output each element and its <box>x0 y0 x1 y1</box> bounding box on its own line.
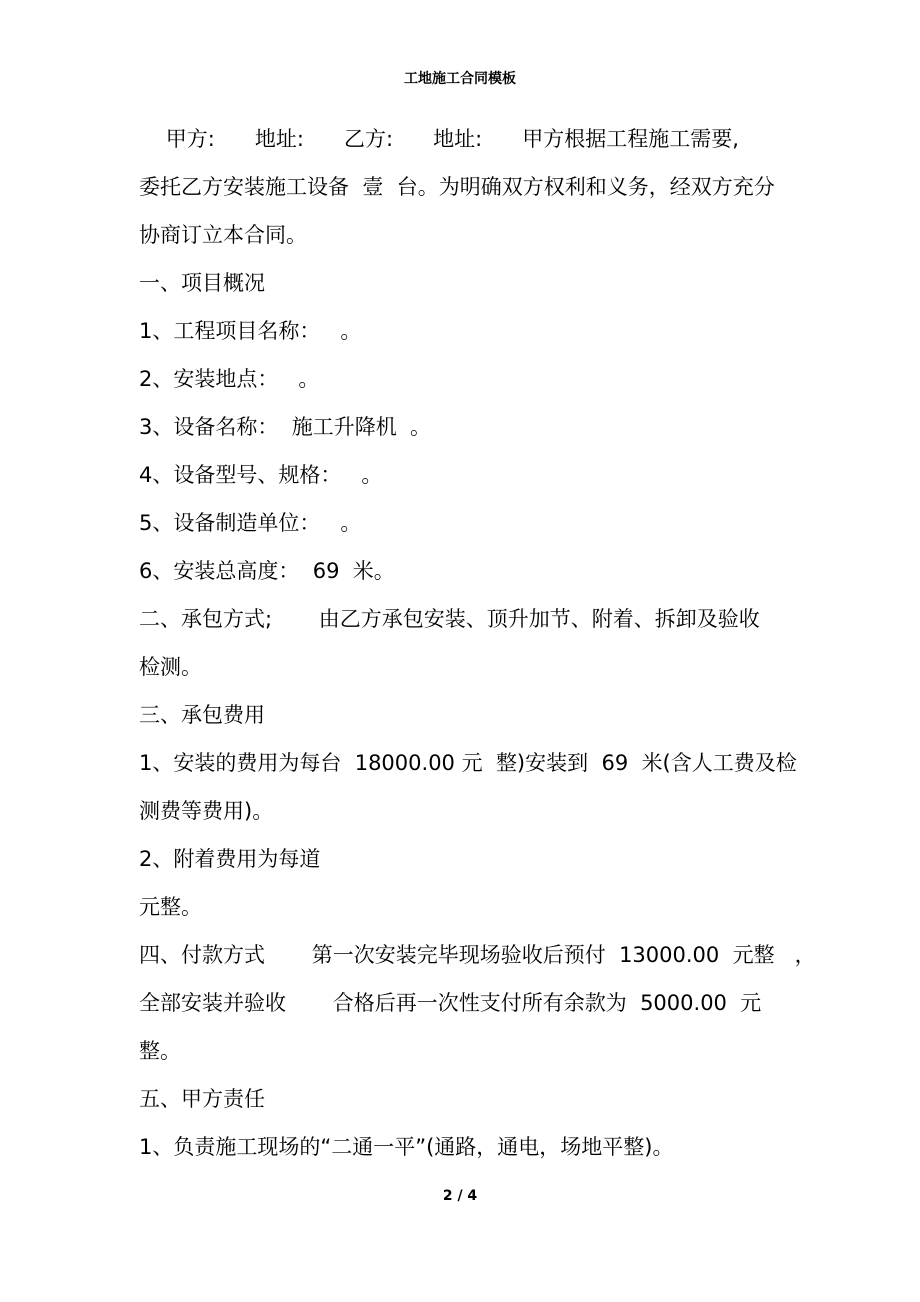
section-heading: 四、付款方式 第一次安装完毕现场验收后预付 13000.00 元整 ， <box>139 943 816 967</box>
text-line: 甲方: 地址: 乙方: 地址: 甲方根据工程施工需要, <box>139 127 739 151</box>
text-line: 委托乙方安装施工设备 壹 台。为明确双方权利和义务，经双方充分 <box>139 175 775 199</box>
text-line: 测费等费用)。 <box>139 799 274 823</box>
section-heading: 一、项目概况 <box>139 271 265 295</box>
text-line: 协商订立本合同。 <box>139 223 307 247</box>
text-line: 1、负责施工现场的“二通一平”(通路，通电，场地平整)。 <box>139 1135 674 1159</box>
text-line: 元整。 <box>139 895 202 919</box>
text-line: 4、设备型号、规格： 。 <box>139 463 383 487</box>
section-heading: 五、甲方责任 <box>139 1087 265 1111</box>
text-line: 2、附着费用为每道 <box>139 847 321 871</box>
text-line: 全部安装并验收 合格后再一次性支付所有余款为 5000.00 元 <box>139 991 762 1015</box>
text-line: 1、安装的费用为每台 18000.00 元 整)安装到 69 米(含人工费及检 <box>139 751 797 775</box>
text-line: 整。 <box>139 1039 181 1063</box>
section-heading: 二、承包方式; 由乙方承包安装、顶升加节、附着、拆卸及验收 <box>139 607 760 631</box>
text-line: 1、工程项目名称： 。 <box>139 319 362 343</box>
page-title: 工地施工合同模板 <box>404 71 516 87</box>
text-line: 5、设备制造单位： 。 <box>139 511 362 535</box>
text-line: 2、安装地点： 。 <box>139 367 320 391</box>
text-line: 3、设备名称： 施工升降机 。 <box>139 415 432 439</box>
text-line: 6、安装总高度： 69 米。 <box>139 559 395 583</box>
section-heading: 三、承包费用 <box>139 703 265 727</box>
page-number: 2 / 4 <box>442 1188 478 1204</box>
text-line: 检测。 <box>139 655 202 679</box>
